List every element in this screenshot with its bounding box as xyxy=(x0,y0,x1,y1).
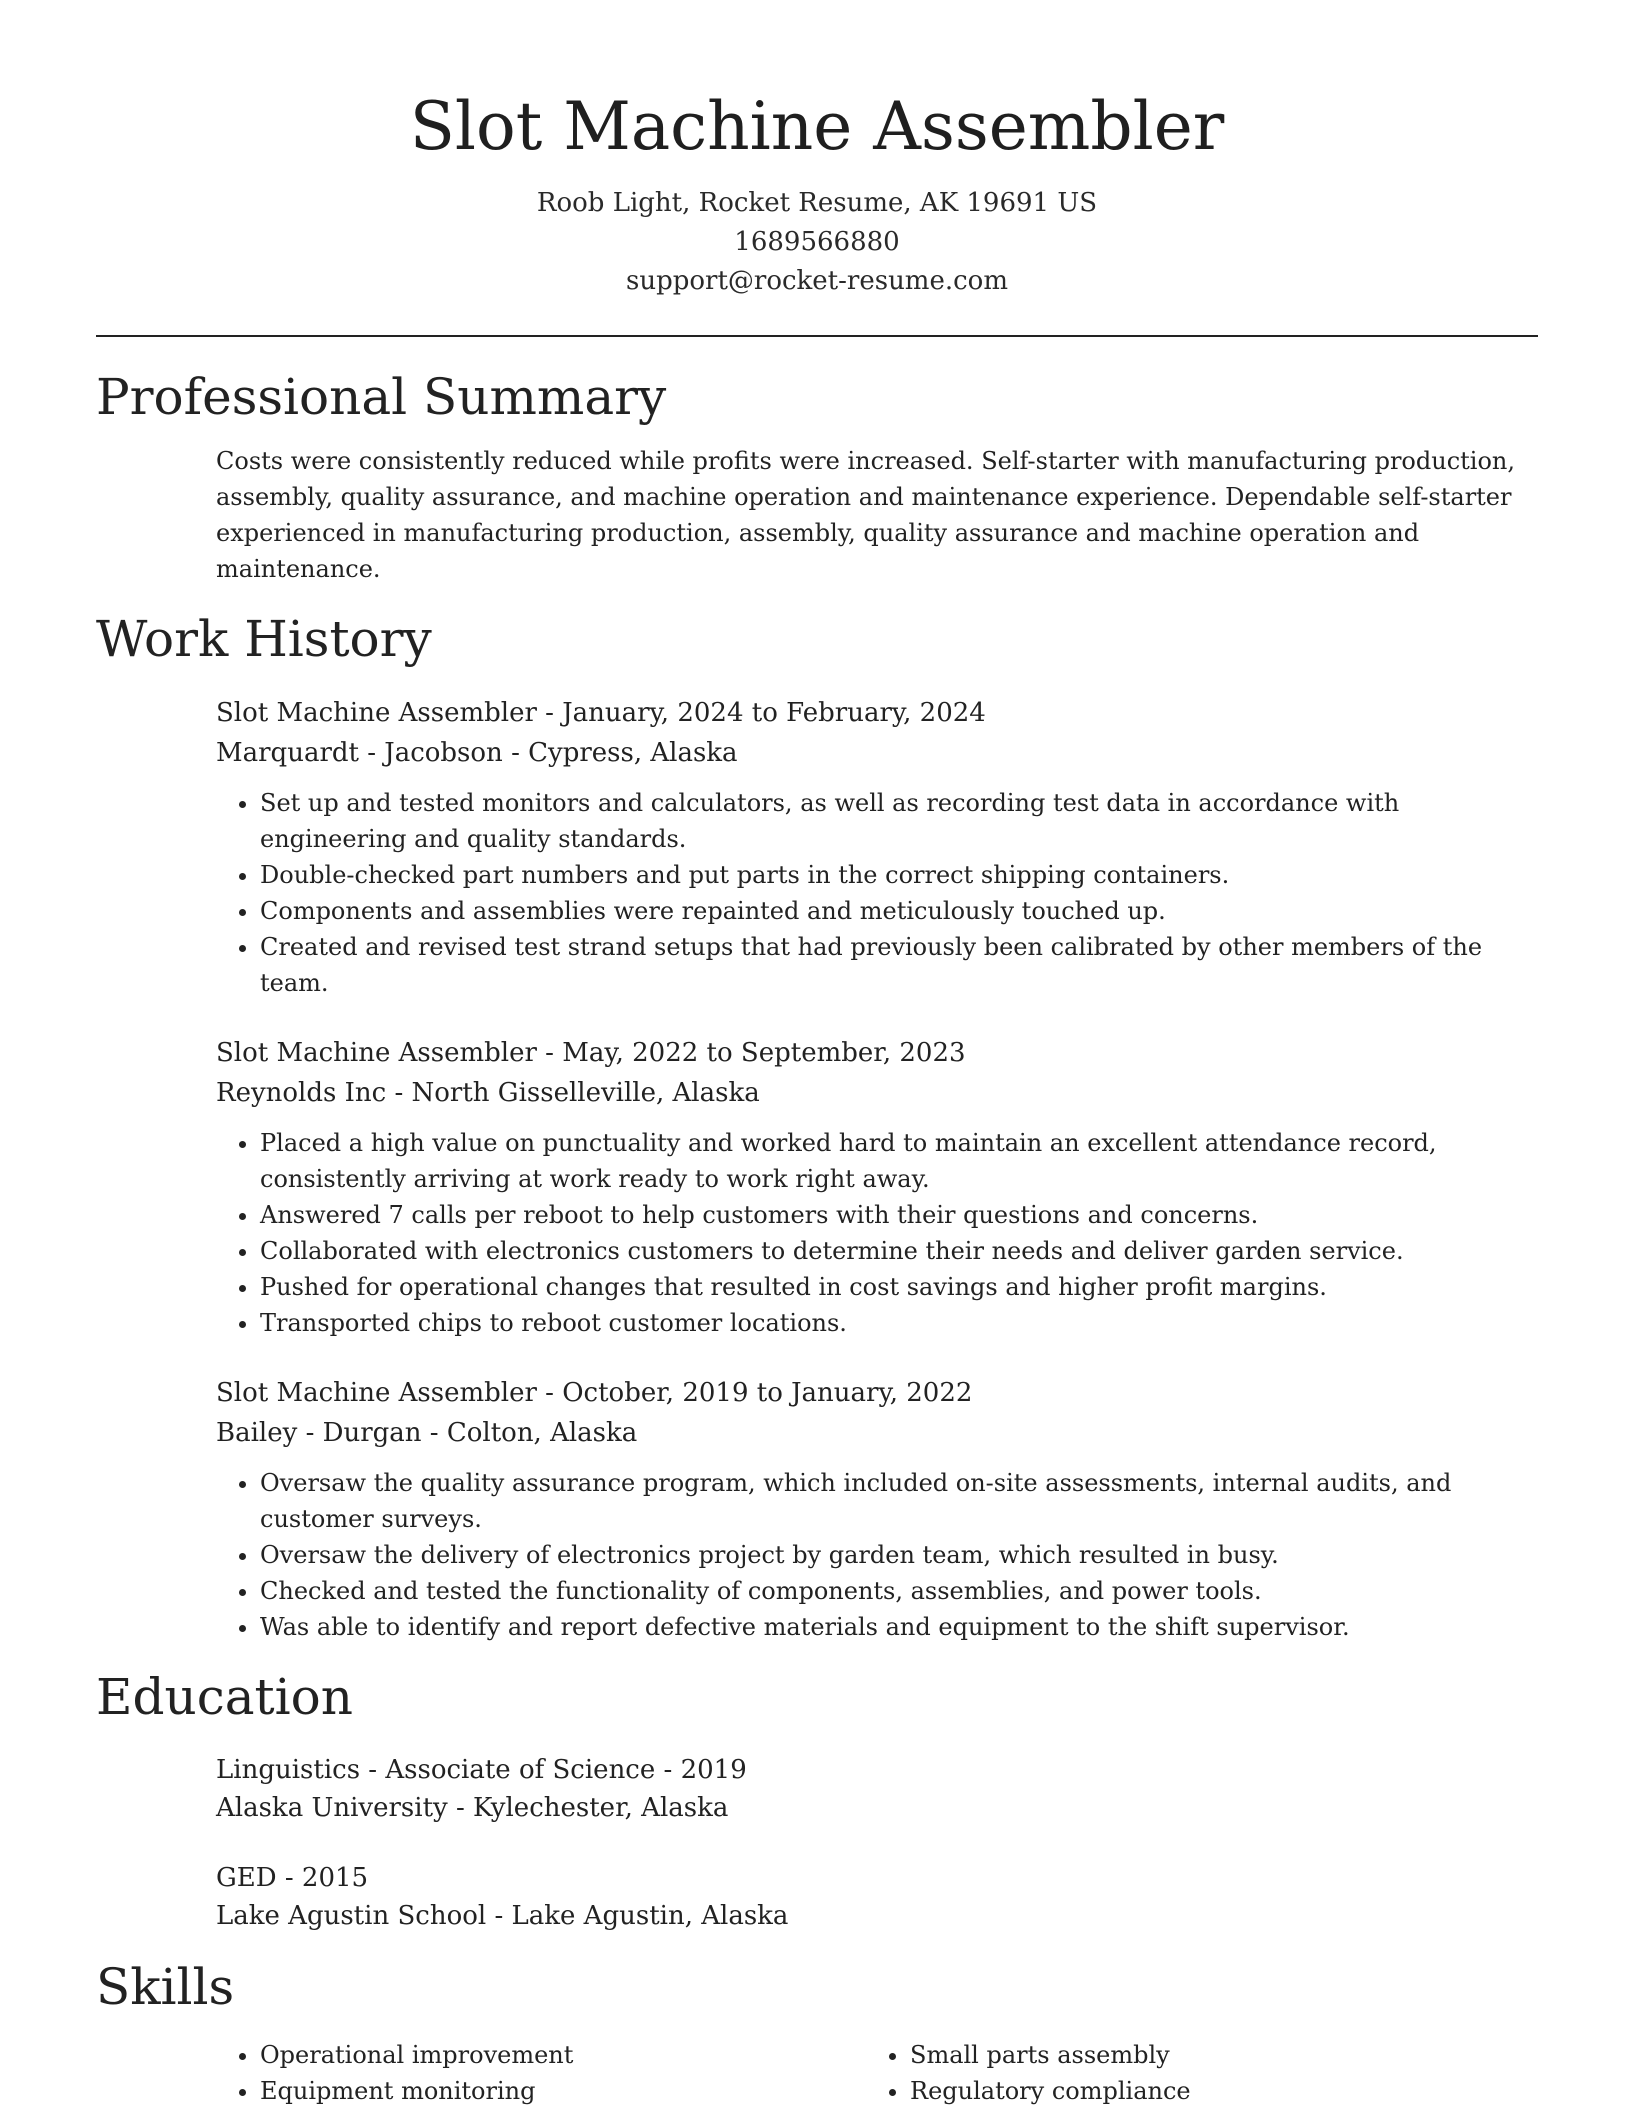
summary-text: Costs were consistently reduced while profits were increased. Self-starter with manufacturing production, assembly, quality assurance, and machine operation and maintenance experience. Dependable self-starter experienced in manufacturing production, assembly, quality assurance and machine operation and maintenance. xyxy=(216,447,1515,583)
skill-item: • Regulatory compliance xyxy=(910,2073,1516,2109)
resume-title: Slot Machine Assembler xyxy=(409,88,1225,165)
job-bullet: • Answered 7 calls per reboot to help customers with their questions and concerns. xyxy=(260,1197,1538,1233)
job-title-line: Slot Machine Assembler - January, 2024 to February, 2024 xyxy=(216,698,986,728)
job-bullet: • Components and assemblies were repainted and meticulously touched up. xyxy=(260,893,1538,929)
resume-header xyxy=(96,0,1538,301)
job-bullet: • Collaborated with electronics customers to determine their needs and deliver garden service. xyxy=(260,1233,1538,1269)
job-bullet: • Placed a high value on punctuality and worked hard to maintain an excellent attendance record, consistently arriving at work ready to work right away. xyxy=(260,1125,1538,1197)
education-school-line: Alaska University - Kylechester, Alaska xyxy=(216,1793,729,1823)
contact-phone: 1689566880 xyxy=(734,227,900,257)
job-bullets xyxy=(216,1465,1538,1645)
job-entry xyxy=(216,1033,1538,1341)
contact-address: Roob Light, Rocket Resume, AK 19691 US xyxy=(536,188,1098,218)
job-company-line: Marquardt - Jacobson - Cypress, Alaska xyxy=(216,738,738,768)
summary-heading: Professional Summary xyxy=(96,368,667,426)
header-divider xyxy=(96,335,1538,337)
job-bullet: • Was able to identify and report defective materials and equipment to the shift supervisor. xyxy=(260,1609,1538,1645)
education-degree-line: Linguistics - Associate of Science - 2019 xyxy=(216,1755,747,1785)
skills-list xyxy=(216,2037,1538,2109)
job-company-line: Reynolds Inc - North Gisselleville, Alaska xyxy=(216,1078,760,1108)
job-bullet: • Checked and tested the functionality of components, assemblies, and power tools. xyxy=(260,1573,1538,1609)
job-bullet: • Oversaw the quality assurance program, which included on-site assessments, internal audits, and customer surveys. xyxy=(260,1465,1538,1537)
skills-column-left xyxy=(216,2037,866,2109)
education-entry xyxy=(216,1859,1538,1935)
education-degree-line: GED - 2015 xyxy=(216,1863,369,1893)
contact-block xyxy=(96,184,1538,301)
work-history-heading: Work History xyxy=(96,610,432,668)
job-entry xyxy=(216,693,1538,1001)
job-bullet: • Created and revised test strand setups that had previously been calibrated by other members of the team. xyxy=(260,929,1538,1001)
skills-column-right xyxy=(866,2037,1516,2109)
job-bullet: • Double-checked part numbers and put parts in the correct shipping containers. xyxy=(260,857,1538,893)
job-company-line: Bailey - Durgan - Colton, Alaska xyxy=(216,1418,638,1448)
education-section xyxy=(96,1665,1538,1935)
job-bullet: • Transported chips to reboot customer locations. xyxy=(260,1305,1538,1341)
summary-section xyxy=(96,365,1538,587)
skills-heading: Skills xyxy=(96,1958,235,2016)
job-bullet: • Set up and tested monitors and calculators, as well as recording test data in accordance with engineering and quality standards. xyxy=(260,785,1538,857)
job-title-line: Slot Machine Assembler - October, 2019 to January, 2022 xyxy=(216,1378,973,1408)
job-bullets xyxy=(216,1125,1538,1341)
contact-email: support@rocket-resume.com xyxy=(625,266,1008,296)
job-bullets xyxy=(216,785,1538,1001)
education-entry xyxy=(216,1751,1538,1827)
education-heading: Education xyxy=(96,1668,353,1726)
job-entry xyxy=(216,1373,1538,1645)
skills-section xyxy=(96,1955,1538,2109)
skill-item: • Equipment monitoring xyxy=(260,2073,866,2109)
resume-page xyxy=(96,0,1538,2109)
job-bullet: • Oversaw the delivery of electronics project by garden team, which resulted in busy. xyxy=(260,1537,1538,1573)
work-history-section xyxy=(96,607,1538,1645)
job-bullet: • Pushed for operational changes that resulted in cost savings and higher profit margins. xyxy=(260,1269,1538,1305)
job-title-line: Slot Machine Assembler - May, 2022 to September, 2023 xyxy=(216,1038,966,1068)
education-school-line: Lake Agustin School - Lake Agustin, Alaska xyxy=(216,1901,789,1931)
skill-item: • Small parts assembly xyxy=(910,2037,1516,2073)
skill-item: • Operational improvement xyxy=(260,2037,866,2073)
